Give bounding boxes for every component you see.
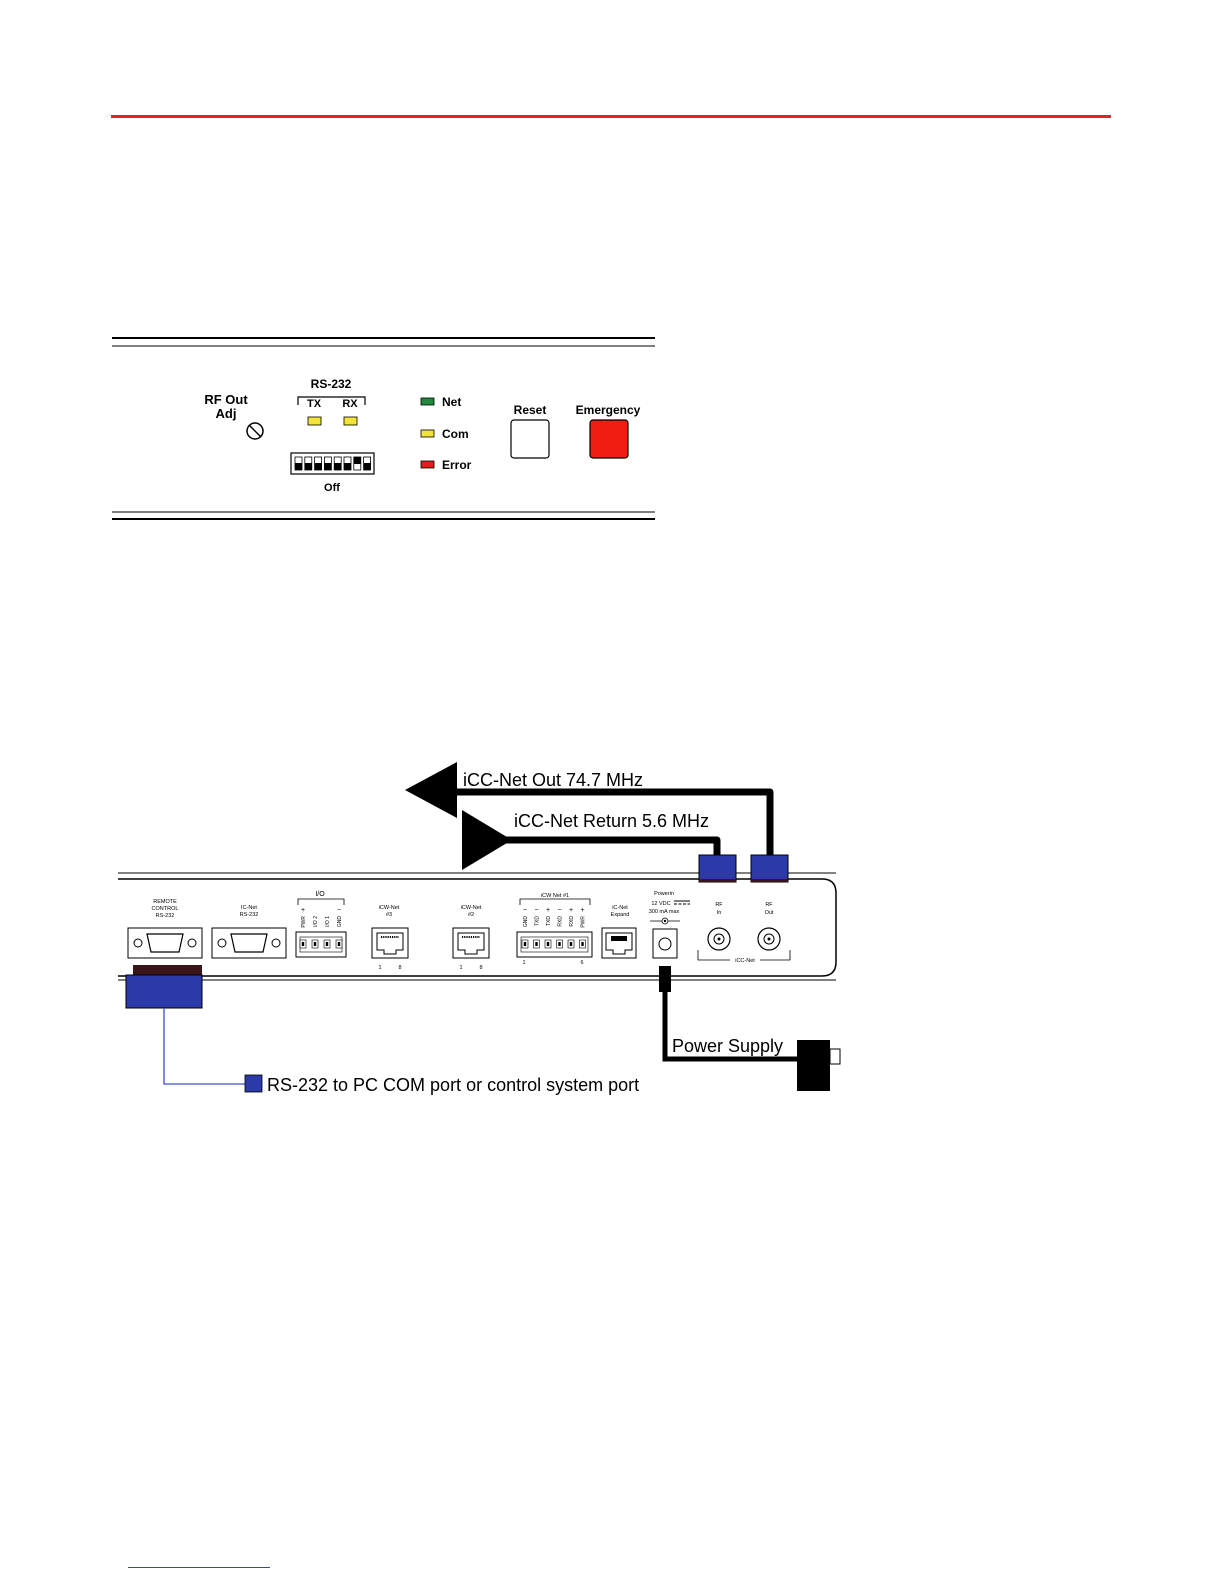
power-in-current: 300 mA max: [648, 909, 680, 915]
error-led: [421, 461, 434, 468]
io-screw-slot: [326, 942, 328, 946]
power-supply-cable: [659, 966, 840, 1091]
icw-net1-pin-label: TXD: [534, 916, 541, 926]
icw-net1-pin-label: RXD: [557, 916, 564, 927]
io-pin-label: GND: [337, 916, 343, 928]
icw-net3-label-2: #3: [385, 912, 393, 918]
ic-net-rs232-label-2: RS-232: [239, 912, 259, 918]
out-arrow-icon: [405, 762, 457, 818]
footer-rule: [128, 1567, 270, 1568]
power-supply-label: Power Supply: [672, 1036, 784, 1056]
reset-button[interactable]: [511, 420, 549, 458]
icc-net-return-label: iCC-Net Return 5.6 MHz: [514, 811, 710, 831]
io-pin-sign: +: [300, 907, 306, 914]
icw-net1-pin-sign: +: [568, 907, 574, 914]
rf-out-label-2: Out: [764, 910, 774, 916]
remote-control-label-1: REMOTE: [153, 899, 177, 905]
icw-net1-title: iCW Net #1: [540, 893, 570, 899]
icw-net1-pin-label: TXD: [546, 916, 552, 926]
net-led-label: Net: [442, 395, 462, 409]
icw-net1-pin-label: PWR: [580, 916, 587, 928]
icc-net-label: iCC-Net: [735, 958, 755, 964]
icw-net1-pin1: 1: [522, 960, 526, 966]
rf-adjust-knob[interactable]: [247, 423, 263, 439]
icw-net2-label-1: iCW-Net: [460, 905, 482, 911]
icc-net-out-label: iCC-Net Out 74.7 MHz: [463, 770, 644, 790]
icw-net1-pin-sign: −: [522, 907, 528, 914]
dip-toggle-knob: [334, 463, 341, 470]
icw-net3-pin1: 1: [378, 965, 382, 971]
rf-out-label-1: RF: [765, 902, 773, 908]
rear-panel: [118, 873, 836, 980]
dip-toggle-knob: [305, 463, 312, 470]
rf-in-label-1: RF: [715, 902, 723, 908]
rs232-db9-plug: [126, 965, 202, 1008]
rf-in-plug: [699, 855, 736, 882]
icw-net1-pin-sign: +: [580, 907, 585, 914]
ic-net-rs232-label-1: IC-Net: [241, 905, 257, 911]
io-title: I/O: [315, 891, 325, 898]
dip-toggle-knob: [344, 463, 351, 470]
icw-net1-pin-sign: −: [557, 907, 562, 914]
pc-com-port-icon: [245, 1075, 262, 1092]
io-pin-sign: −: [336, 907, 342, 914]
rs232-pc-label: RS-232 to PC COM port or control system port: [267, 1075, 640, 1095]
emergency-label: Emergency: [575, 403, 641, 417]
remote-control-label-3: RS-232: [155, 913, 175, 919]
net-led: [421, 398, 434, 405]
rx-label: RX: [342, 398, 358, 410]
rf-out-plug: [751, 855, 788, 882]
icw-net1-screw-slot: [547, 942, 549, 946]
dip-toggle-knob: [324, 463, 331, 470]
dip-toggle-knob: [295, 463, 302, 470]
power-adapter-icon: [797, 1040, 830, 1091]
io-pin-label: I/O 2: [313, 916, 319, 927]
icw-net2-pin1: 1: [459, 965, 463, 971]
front-panel: [112, 338, 655, 519]
rf-in-label-2: In: [716, 910, 722, 916]
com-led-label: Com: [442, 427, 469, 441]
icw-net1-screw-slot: [558, 942, 560, 946]
rf-out-adj-label: Adj: [215, 406, 237, 421]
return-arrow-icon: [462, 810, 512, 870]
emergency-button[interactable]: [590, 420, 628, 458]
power-in-voltage: 12 VDC: [651, 901, 671, 907]
icw-net1-pin6: 6: [580, 960, 584, 966]
dip-toggle-knob: [315, 463, 322, 470]
io-pin-label: PWR: [301, 916, 307, 928]
icw-net1-screw-slot: [570, 942, 572, 946]
icw-net1-screw-slot: [581, 942, 583, 946]
icw-net1-pin-label: GND: [523, 916, 529, 928]
remote-control-label-2: CONTROL: [151, 906, 179, 912]
tx-led: [308, 417, 321, 425]
icw-net3-label-1: iCW-Net: [378, 905, 400, 911]
io-pin-label: I/O 1: [325, 916, 331, 927]
rf-out-label: RF Out: [204, 392, 248, 407]
ic-net-expand-label-2: Expand: [610, 912, 630, 918]
rs232-cable: [164, 1008, 245, 1084]
dip-toggle-knob: [364, 463, 371, 470]
icw-net1-pin-label: RXD: [569, 916, 575, 927]
dip-toggle-knob: [354, 457, 361, 464]
icw-net1-pin-sign: −: [534, 907, 539, 914]
dip-off-label: Off: [324, 482, 340, 494]
power-in-label: Powerin: [654, 891, 674, 897]
icw-net1-screw-slot: [535, 942, 537, 946]
icw-net3-pin8: 8: [398, 965, 402, 971]
rs232-title: RS-232: [310, 377, 352, 391]
error-led-label: Error: [442, 458, 472, 472]
icw-net1-screw-slot: [524, 942, 526, 946]
reset-label: Reset: [513, 403, 547, 417]
dip-switch[interactable]: [291, 453, 374, 474]
rx-led: [344, 417, 357, 425]
icw-net2-label-2: #2: [467, 912, 475, 918]
ic-net-expand-label-1: iC-Net: [612, 905, 628, 911]
io-screw-slot: [338, 942, 340, 946]
icw-net2-pin8: 8: [479, 965, 483, 971]
io-screw-slot: [302, 942, 304, 946]
io-screw-slot: [314, 942, 316, 946]
tx-label: TX: [306, 398, 322, 410]
com-led: [421, 430, 434, 437]
icw-net1-pin-sign: +: [545, 907, 551, 914]
